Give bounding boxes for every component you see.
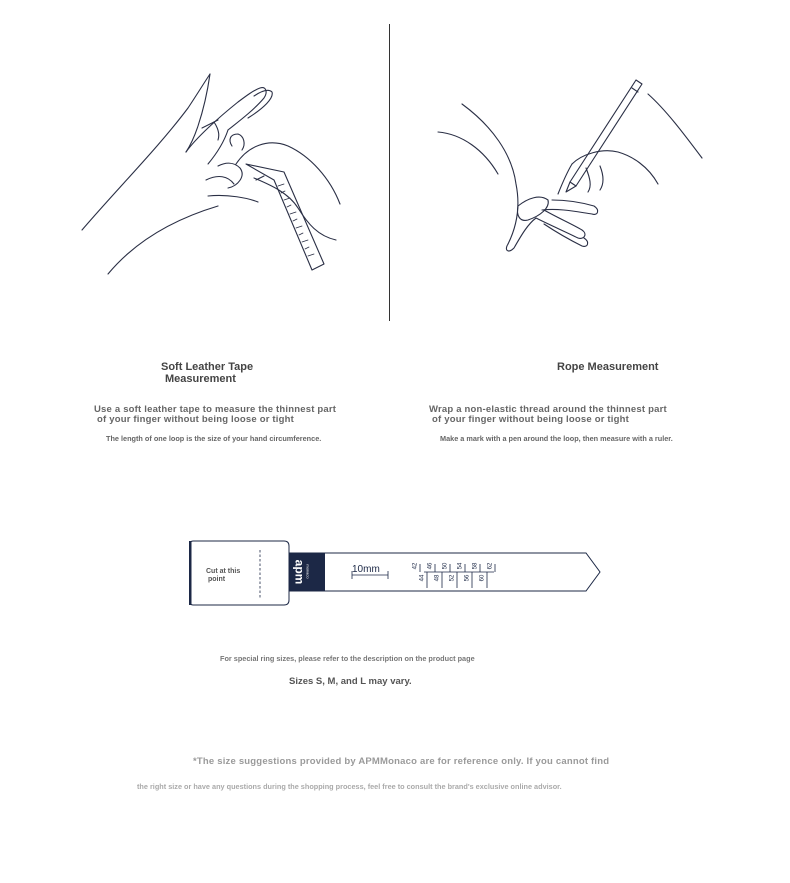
disclaimer-line1: *The size suggestions provided by APMMonaco are for reference only. If you cannot find (193, 756, 610, 767)
apm-logo-subtext: monaco (305, 564, 311, 579)
rope-description (429, 405, 667, 425)
special-sizes-note: For special ring sizes, please refer to the description on the product page (220, 654, 475, 663)
leather-tape-hand-illustration (78, 68, 368, 283)
size-mark-44: 44 (419, 574, 426, 582)
apm-brand-logo (289, 553, 325, 591)
size-mark-48: 48 (434, 574, 441, 582)
cut-label-line1: Cut at this (206, 568, 241, 575)
size-mark-42: 42 (412, 562, 419, 570)
cut-here-label (206, 568, 256, 584)
size-mark-50: 50 (442, 562, 449, 570)
size-mark-62: 62 (487, 562, 494, 570)
size-mark-58: 58 (472, 562, 479, 570)
sizes-vary-note: Sizes S, M, and L may vary. (289, 676, 412, 687)
rope-pen-hand-illustration (432, 74, 712, 259)
cut-label-line2: point (208, 576, 226, 583)
disclaimer-line2: the right size or have any questions during the shopping process, feel free to consult the brand's exclusive online advisor. (137, 782, 562, 791)
scale-10mm-label: 10mm (352, 564, 380, 575)
leather-tape-desc-line1: Use a soft leather tape to measure the thinnest part (94, 404, 337, 415)
leather-tape-title (161, 361, 253, 385)
leather-tape-description (94, 405, 336, 425)
rope-desc-line2: of your finger without being loose or tight (432, 414, 629, 425)
size-mark-56: 56 (464, 574, 471, 582)
rope-note: Make a mark with a pen around the loop, then measure with a ruler. (440, 434, 673, 443)
leather-tape-title-line2: Measurement (165, 373, 236, 385)
size-mark-60: 60 (479, 574, 486, 582)
leather-tape-note: The length of one loop is the size of your hand circumference. (106, 434, 322, 443)
leather-tape-desc-line2: of your finger without being loose or tight (97, 414, 294, 425)
panel-divider (389, 24, 390, 321)
rope-title: Rope Measurement (557, 361, 659, 373)
apm-logo-text: apm (292, 559, 307, 585)
leather-tape-title-line1: Soft Leather Tape (161, 361, 254, 373)
size-mark-46: 46 (427, 562, 434, 570)
size-mark-54: 54 (457, 562, 464, 570)
size-mark-52: 52 (449, 574, 456, 582)
rope-desc-line1: Wrap a non-elastic thread around the thinnest part (429, 404, 667, 415)
